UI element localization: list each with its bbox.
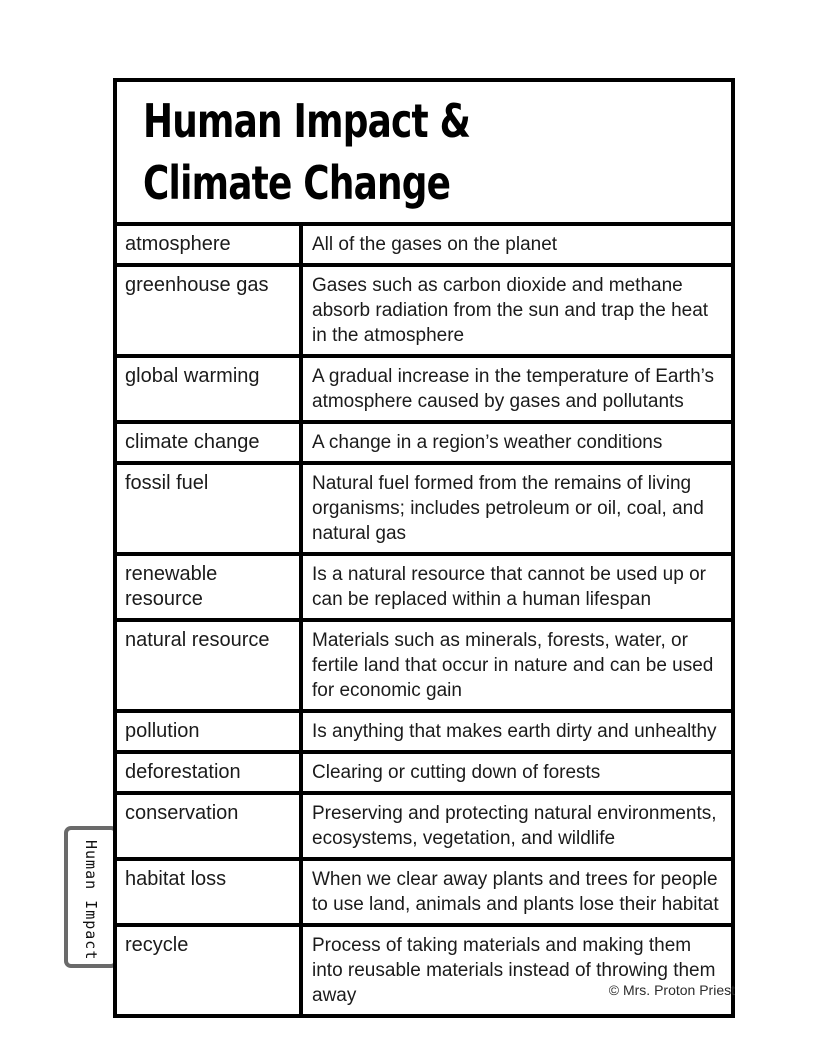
definition-cell: When we clear away plants and trees for people to use land, animals and plants lose their habitat <box>301 859 733 925</box>
definition-cell: Natural fuel formed from the remains of living organisms; includes petroleum or oil, coal, and natural gas <box>301 463 733 554</box>
definition-cell: Clearing or cutting down of forests <box>301 752 733 793</box>
title-row <box>115 80 733 224</box>
title-cell <box>115 80 733 224</box>
table-row <box>115 422 733 463</box>
definition-cell: Gases such as carbon dioxide and methane absorb radiation from the sun and trap the heat in the atmosphere <box>301 265 733 356</box>
term-cell: climate change <box>115 422 301 463</box>
term-cell: pollution <box>115 711 301 752</box>
page-title-line2: Climate Change <box>143 156 451 210</box>
definition-cell: Materials such as minerals, forests, water, or fertile land that occur in nature and can be used for economic gain <box>301 620 733 711</box>
table-row <box>115 265 733 356</box>
table-row <box>115 793 733 859</box>
table-row <box>115 224 733 265</box>
definition-cell: A change in a region’s weather conditions <box>301 422 733 463</box>
definition-cell: Process of taking materials and making them into reusable materials instead of throwing them away <box>301 925 733 1016</box>
page-title-line1: Human Impact & <box>143 94 471 148</box>
term-cell: deforestation <box>115 752 301 793</box>
term-cell: renewable resource <box>115 554 301 620</box>
definition-cell: Is a natural resource that cannot be used up or can be replaced within a human lifespan <box>301 554 733 620</box>
table-row <box>115 711 733 752</box>
table-row <box>115 620 733 711</box>
term-cell: recycle <box>115 925 301 1016</box>
term-cell: fossil fuel <box>115 463 301 554</box>
term-cell: global warming <box>115 356 301 422</box>
term-cell: natural resource <box>115 620 301 711</box>
vocabulary-sheet <box>113 78 735 1018</box>
term-cell: greenhouse gas <box>115 265 301 356</box>
copyright-credit: © Mrs. Proton Priest <box>608 982 735 998</box>
side-tab <box>64 826 118 968</box>
table-row <box>115 463 733 554</box>
term-cell: conservation <box>115 793 301 859</box>
definition-cell: Preserving and protecting natural environments, ecosystems, vegetation, and wildlife <box>301 793 733 859</box>
table-row <box>115 554 733 620</box>
definition-cell: All of the gases on the planet <box>301 224 733 265</box>
term-cell: habitat loss <box>115 859 301 925</box>
glossary-table <box>113 78 735 1018</box>
side-tab-label: Human Impact <box>82 839 100 961</box>
table-row <box>115 752 733 793</box>
definition-cell: Is anything that makes earth dirty and unhealthy <box>301 711 733 752</box>
table-row <box>115 859 733 925</box>
table-row <box>115 356 733 422</box>
table-row <box>115 925 733 1016</box>
term-cell: atmosphere <box>115 224 301 265</box>
definition-cell: A gradual increase in the temperature of Earth’s atmosphere caused by gases and pollutants <box>301 356 733 422</box>
